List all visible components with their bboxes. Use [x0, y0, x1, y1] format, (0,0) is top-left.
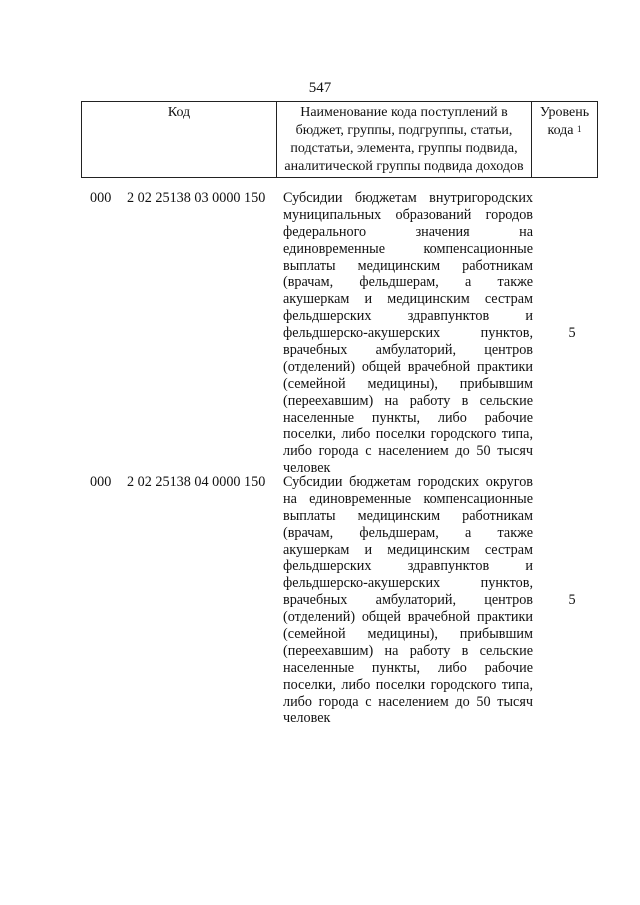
- description-line: акушеркам и медицинским сестрам: [283, 541, 533, 558]
- revenue-description: [283, 474, 533, 727]
- header-name-line: Наименование кода поступлений в: [300, 105, 508, 120]
- header-name-line: подстатьи, элемента, группы подвида,: [290, 141, 518, 156]
- description-line: муниципальных образований городов: [283, 206, 533, 223]
- description-line: (переехавшим) на работу в сельские: [283, 392, 533, 409]
- description-line: (семейной медицины), прибывшим: [283, 375, 533, 392]
- description-line: (отделений) общей врачебной практики: [283, 609, 533, 626]
- description-line: выплаты медицинским работникам: [283, 507, 533, 524]
- column-header-row: [82, 102, 598, 178]
- header-code-cell: [82, 102, 277, 178]
- description-line: федерального значения на: [283, 223, 533, 240]
- admin-code: 000: [90, 474, 112, 490]
- description-line: (переехавшим) на работу в сельские: [283, 642, 533, 659]
- level-value: 5: [568, 325, 576, 341]
- description-line: единовременные компенсационные: [283, 240, 533, 257]
- header-name-line: бюджет, группы, подгруппы, статьи,: [295, 123, 513, 138]
- header-name-cell: [277, 102, 532, 178]
- level-value: 5: [568, 592, 576, 608]
- description-line: фельдшерских здравпунктов и: [283, 308, 533, 325]
- description-line: на единовременные компенсационные: [283, 490, 533, 507]
- description-line: Субсидии бюджетам городских округов: [283, 474, 533, 490]
- header-level-footnote: 1: [577, 124, 582, 134]
- revenue-description: [283, 190, 533, 477]
- revenue-code: 2 02 25138 03 0000 150: [127, 190, 266, 206]
- description-line: населенные пункты, либо рабочие: [283, 659, 533, 676]
- description-line: (врачам, фельдшерам, а также: [283, 274, 533, 291]
- header-level-label: кода: [547, 123, 574, 138]
- description-line: Субсидии бюджетам внутригородских: [283, 190, 533, 206]
- description-line: (врачам, фельдшерам, а также: [283, 524, 533, 541]
- description-line: либо города с населением до 50 тысяч: [283, 693, 533, 710]
- description-line: фельдшерско-акушерских пунктов,: [283, 325, 533, 342]
- description-line: акушеркам и медицинским сестрам: [283, 291, 533, 308]
- description-line: человек: [283, 460, 331, 477]
- description-line: человек: [283, 710, 331, 727]
- header-level-line-2: [535, 122, 594, 140]
- admin-code: 000: [90, 190, 112, 206]
- description-line: врачебных амбулаторий, центров: [283, 342, 533, 359]
- description-line: (семейной медицины), прибывшим: [283, 626, 533, 643]
- description-line: фельдшерско-акушерских пунктов,: [283, 575, 533, 592]
- description-line: выплаты медицинским работникам: [283, 257, 533, 274]
- description-line: врачебных амбулаторий, центров: [283, 592, 533, 609]
- description-line: населенные пункты, либо рабочие: [283, 409, 533, 426]
- column-header-table: [81, 101, 598, 178]
- description-line: (отделений) общей врачебной практики: [283, 358, 533, 375]
- revenue-code: 2 02 25138 04 0000 150: [127, 474, 266, 490]
- header-name-line: аналитической группы подвида доходов: [284, 159, 524, 174]
- description-line: фельдшерских здравпунктов и: [283, 558, 533, 575]
- description-line: поселки, либо поселки городского типа,: [283, 676, 533, 693]
- page-number: 547: [308, 80, 332, 96]
- description-line: либо города с населением до 50 тысяч: [283, 443, 533, 460]
- header-level-line: Уровень: [539, 105, 590, 120]
- header-code-label: Код: [167, 105, 191, 120]
- header-level-cell: [532, 102, 598, 178]
- description-line: поселки, либо поселки городского типа,: [283, 426, 533, 443]
